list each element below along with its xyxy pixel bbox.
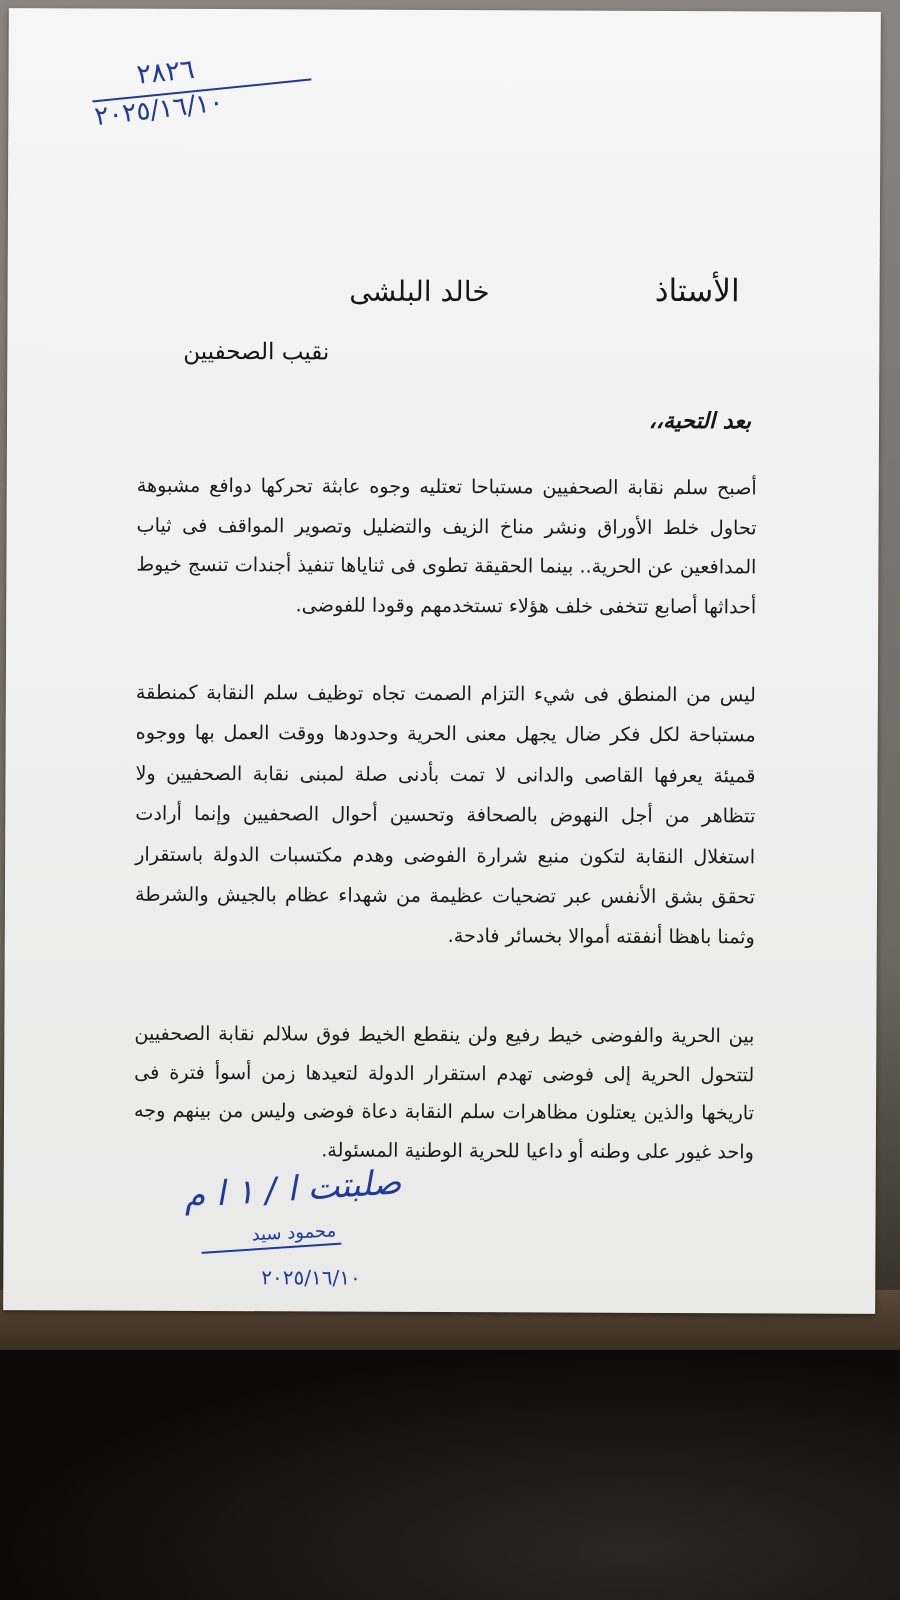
- handwritten-reference-number: ٢٨٢٦: [135, 53, 196, 91]
- recipient-name: خالد البلشى: [349, 274, 490, 309]
- letter-sheet: [3, 8, 881, 1314]
- salutation-title: الأستاذ: [654, 272, 740, 310]
- paragraph-3: بين الحرية والفوضى خيط رفيع ولن ينقطع الخيط فوق سلالم نقابة الصحفيين لتتحول الحرية إلى فوضى تهدم استقرار الدولة لتعيدها زمن أسوأ فترة فى تاريخها والذين يعتلون مظاهرات سلم النقابة دعاة فوضى وليس من بينهم وجه واحد غيور على وطنه أو داعيا للحرية الوطنية المسئولة.: [133, 1021, 755, 1164]
- handwritten-reference-date: ٢٠٢٥/١٦/١٠: [93, 87, 225, 133]
- greeting: بعد التحية،،: [648, 408, 752, 435]
- paragraph-1: أصبح سلم نقابة الصحفيين مستباحا تعتليه وجوه عابثة تحركها دوافع مشبوهة تحاول خلط الأوراق ونشر مناخ الزيف والتضليل وتصوير المواقف فى ثياب المدافعين عن الحرية.. بينما الحقيقة تطوى فى ثناياها تنفيذ أجندات تنسج خيوط أحداثها أصابع تتخفى خلف هؤلاء تستخدمهم وقودا للفوضى.: [136, 473, 757, 618]
- floor-shadow: [0, 1350, 900, 1600]
- paragraph-2: ليس من المنطق فى شيء التزام الصمت تجاه توظيف سلم النقابة كمنطقة مستباحة لكل فكر ضال يجهل معنى الحرية وحدودها ووقت العمل بها ووجوه قميئة يعرفها القاصى والدانى لا تمت بأدنى صلة لمبنى نقابة الصحفيين ولا تتظاهر من أجل النهوض بالصحافة وتحسين أحوال الصحفيين وإنما أرادت استغلال النقابة لتكون منبع شرارة الفوضى وهدم مكتسبات الدولة باستقرار تحقق بشق الأنفس عبر تضحيات عظيمة من شهداء عظام بالجيش والشرطة وثمنا باهظا أنفقته أموالا بخسائر فادحة.: [134, 680, 756, 949]
- handwritten-signature-date: ٢٠٢٥/١٦/١٠: [261, 1265, 361, 1290]
- recipient-position: نقيب الصحفيين: [183, 338, 330, 366]
- handwritten-signature: صلبتت ا / ١ ا م: [182, 1162, 403, 1217]
- handwritten-signatory-name: محمود سيد: [251, 1220, 337, 1246]
